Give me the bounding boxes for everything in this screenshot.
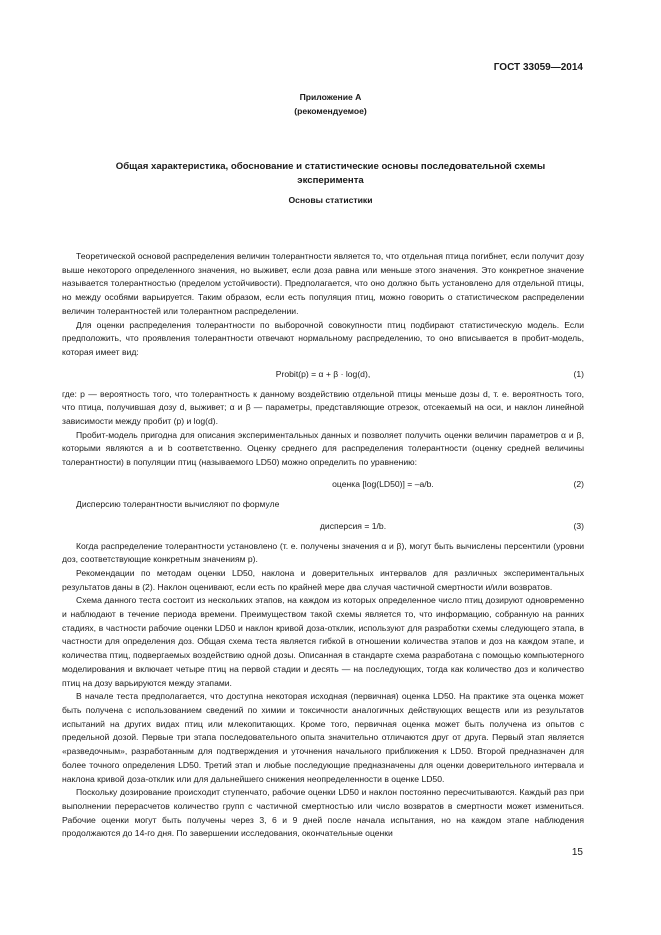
paragraph: Для оценки распределения толерантности по выборочной совокупности птиц подбирают статистическую модель. Если предположить, что проявления толерантности отвечают нормальному распределению, то оно вписывается в пробит-модель, которая имеет вид: [62,319,584,357]
section-subtitle: Основы статистики [288,195,373,205]
formula-number: (1) [573,368,584,379]
paragraph: Пробит-модель пригодна для описания экспериментальных данных и позволяет получить оценки величин параметров α и β, которыми являются a и b соответственно. Оценку среднего для распределения толерантности (оценку средней величины толерантности) в популяции птиц (называемого LD50) можно определить по уравнению: [62,429,584,468]
paragraph: В начале теста предполагается, что доступна некоторая исходная (первичная) оценка LD50. На практике эта оценка может быть получена с использованием сведений по химии и токсичности аналогичных действующих веществ или из результатов испытаний на других видах птиц или млекопитающих. Кроме того, первичная оценка может быть получена из опытов с предельной дозой. Первые три этапа последовательного опыта значительно отличаются друг от друга. Первый этап является «разведочным», разработанным для подтверждения и уточнения начального приближения к LD50. Второй предназначен для более точного определения LD50. Третий этап и любые последующие предназначены для оценки доверительного интервала и наклона кривой доза-отклик или для дальнейшего снижения неопределенности в оценке LD50. [62,691,584,784]
formula-2 [62,478,584,492]
standard-number: ГОСТ 33059—2014 [493,62,583,73]
paragraph: Поскольку дозирование происходит ступенчато, рабочие оценки LD50 и наклон постоянно пересчитываются. Каждый раз при выполнении перерасчетов количество групп с частичной смертностью или число возвратов в смертности может измениться. Рабочие оценки могут быть получены через 3, 6 и 9 дней после начала испытания, но на каждом этапе наблюдения продолжаются до 14-го дня. По завершении исследования, окончательные оценки [62,787,584,839]
formula-1 [62,368,584,382]
paragraph: Схема данного теста состоит из нескольких этапов, на каждом из которых определенное число птиц дозируют одновременно и наблюдают в течение периода времени. Преимуществом такой схемы является то, что информацию, собранную на ранних стадиях, в частности рабочие оценки LD50 и наклон кривой доза-отклик, используют для разработки схемы следующего этапа, в частности для определения доз. Общая схема теста является гибкой в отношении количества этапов и доз на каждом этапе, и количества птиц, подвергаемых воздействию одной дозы. Описанная в стандарте схема разработана с помощью компьютерного моделирования и включает четыре птиц на первой стадии и десять — на последующих, тогда как количество доз и количество птиц на дозу варьируются между этапами. [62,595,584,688]
paragraph: Теоретической основой распределения величин толерантности является то, что отдельная птица погибнет, если получит дозу выше некоторого определенного значения, но выживет, если доза равна или меньше этого значения. Это конкретное значение называется толерантностью (пределом устойчивости). Предполагается, что оно должно быть установлено для отдельной птицы, но между особями варьируется. Таким образом, если есть популяция птиц, можно говорить о статистическом распределении величин толерантностей или толерантном распределении. [62,251,584,316]
section-title-line1: Общая характеристика, обоснование и статистические основы последовательной схемы [115,161,546,172]
document-body [62,250,584,841]
formula-text: Probit(p) = α + β · log(d), [275,368,371,379]
formula-number: (3) [573,520,584,531]
paragraph: Когда распределение толерантности установлено (т. е. получены значения α и β), могут быть вычислены персентили (уровни доз, соответствующие конкретным значениям p). [62,540,584,565]
formula-3 [62,520,584,534]
paragraph: Рекомендации по методам оценки LD50, наклона и доверительных интервалов для различных экспериментальных результатов даны в (2). Наклон оценивают, если есть по крайней мере два случая частичной смертности и/или возвратов. [62,567,584,592]
paragraph: Дисперсию толерантности вычисляют по формуле [76,498,280,509]
formula-number: (2) [573,478,584,489]
formula-text: дисперсия = 1/b. [319,520,387,531]
paragraph: где: p — вероятность того, что толерантность к данному воздействию отдельной птицы меньше дозы d, т. е. вероятность того, что птица, получившая дозу d, выживет; α и β — параметры, представляющие отрезок, отсекаемый на оси, и наклон линейной зависимости между пробит (p) и log(d). [62,388,584,427]
appendix-title: Приложение А [299,92,362,102]
section-title-line2: эксперимента [297,175,364,186]
page-number: 15 [571,847,583,858]
formula-text: оценка [log(LD50)] = –a/b. [332,478,434,489]
appendix-subtitle: (рекомендуемое) [294,106,367,116]
